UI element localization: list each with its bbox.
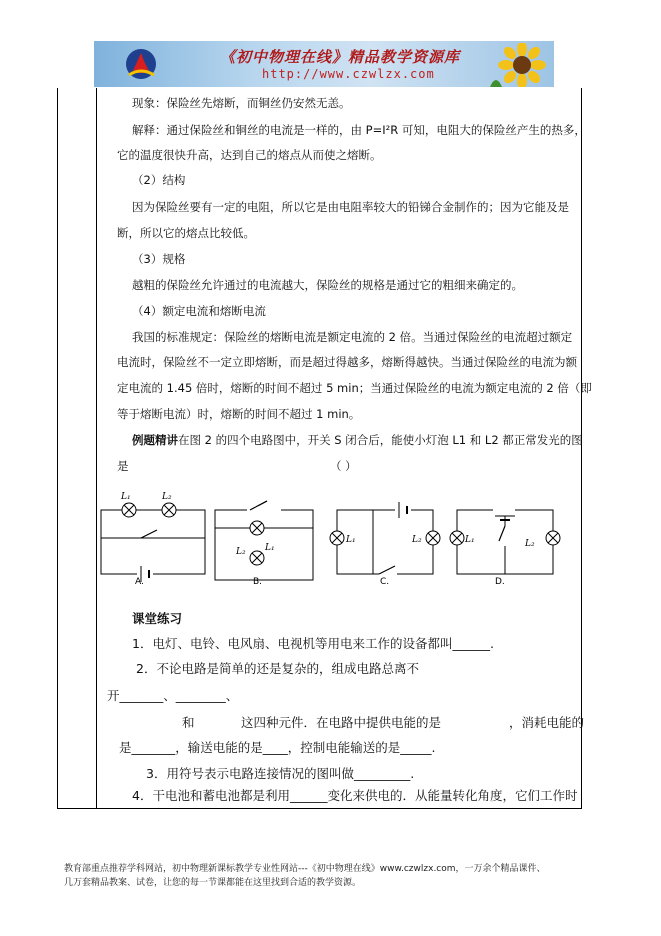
footer-line-2: 几万套精品教案、试卷，让您的每一节课都能在这里找到合适的教学资源。 xyxy=(64,878,362,888)
question-2-line-2: 开_______、________、 xyxy=(107,688,239,703)
circuit-diagrams xyxy=(95,486,565,596)
option-d-label: D. xyxy=(495,577,505,587)
label-b-l1: L₁ xyxy=(265,543,275,553)
example-text-end: 是 xyxy=(117,459,129,473)
column-divider xyxy=(96,88,97,808)
question-3: 3．用符号表示电路连接情况的图叫做_________. xyxy=(146,766,415,781)
heading-spec: （3）规格 xyxy=(132,252,186,266)
question-2-line-1: 2．不论电路是简单的还是复杂的，组成电路总离不 xyxy=(136,661,419,676)
example-text: 在图 2 的四个电路图中，开关 S 闭合后，能使小灯泡 L1 和 L2 都正常发光的图 xyxy=(178,433,583,447)
option-b-label: B. xyxy=(253,577,263,587)
label-c-l2: L₂ xyxy=(412,535,422,545)
heading-current: （4）额定电流和熔断电流 xyxy=(132,304,266,318)
explanation-line-2: 它的温度很快升高，达到自己的熔点从而使之熔断。 xyxy=(117,148,382,162)
structure-line-2: 断，所以它的熔点比较低。 xyxy=(117,226,255,240)
banner-title: 《初中物理在线》精品教学资源库 xyxy=(220,48,461,66)
label-a-l1: L₁ xyxy=(121,492,131,502)
option-c-label: C. xyxy=(380,577,390,587)
page-footer xyxy=(64,862,546,890)
label-a-l2: L₂ xyxy=(162,492,172,502)
sunflower-icon xyxy=(486,43,552,87)
current-line-4: 等于熔断电流）时，熔断的时间不超过 1 min。 xyxy=(117,407,361,421)
footer-line-1: 教育部重点推荐学科网站，初中物理新课标教学专业性网站---《初中物理在线》www.czwlzx.com，一万余个精品课件、 xyxy=(64,864,546,874)
option-a-label: A. xyxy=(135,577,144,587)
question-2-line-3-end: ，消耗电能的 xyxy=(509,715,585,730)
structure-line-1: 因为保险丝要有一定的电阻，所以它是由电阻率较大的铅锑合金制作的；因为它能及是 xyxy=(132,200,569,214)
question-2-and: 和 xyxy=(182,715,195,730)
heading-structure: （2）结构 xyxy=(132,173,186,187)
question-2-line-3: 这四种元件．在电路中提供电能的是 xyxy=(241,715,442,730)
explanation-line-1: 解释：通过保险丝和铜丝的电流是一样的，由 P=I²R 可知，电阻大的保险丝产生的热多， xyxy=(132,123,586,137)
answer-blank: （ ） xyxy=(330,459,357,473)
label-c-l1: L₁ xyxy=(346,535,356,545)
label-d-l2: L₂ xyxy=(525,539,535,549)
example-label: 例题精讲 xyxy=(132,433,178,447)
label-b-l2: L₂ xyxy=(236,547,246,557)
circuit-b xyxy=(215,501,313,580)
example-question xyxy=(132,433,583,447)
question-4: 4．干电池和蓄电池都是利用______变化来供电的．从能量转化角度，它们工作时 xyxy=(132,788,578,803)
banner-url[interactable]: http://www.czwlzx.com xyxy=(262,67,435,81)
question-1: 1．电灯、电铃、电风扇、电视机等用电来工作的设备都叫______. xyxy=(132,636,494,651)
current-line-2: 电流时，保险丝不一定立即熔断，而是超过得越多，熔断得越快。当通过保险丝的电流为额 xyxy=(117,355,577,369)
current-line-3: 定电流的 1.45 倍时，熔断的时间不超过 5 min；当通过保险丝的电流为额定电流的 2 倍（即 xyxy=(117,381,592,395)
site-banner xyxy=(94,41,554,87)
phenomenon-text: 现象：保险丝先熔断，而铜丝仍安然无恙。 xyxy=(132,96,351,110)
practice-title: 课堂练习 xyxy=(132,611,183,626)
question-2-line-4: 是_______，输送电能的是____，控制电能输送的是_____. xyxy=(119,740,436,755)
site-logo-icon xyxy=(124,47,158,81)
label-d-l1: L₁ xyxy=(465,535,475,545)
spec-text: 越粗的保险丝允许通过的电流越大，保险丝的规格是通过它的粗细来确定的。 xyxy=(132,278,523,292)
current-line-1: 我国的标准规定：保险丝的熔断电流是额定电流的 2 倍。当通过保险丝的电流超过额定 xyxy=(132,330,573,344)
circuit-a xyxy=(101,503,205,582)
